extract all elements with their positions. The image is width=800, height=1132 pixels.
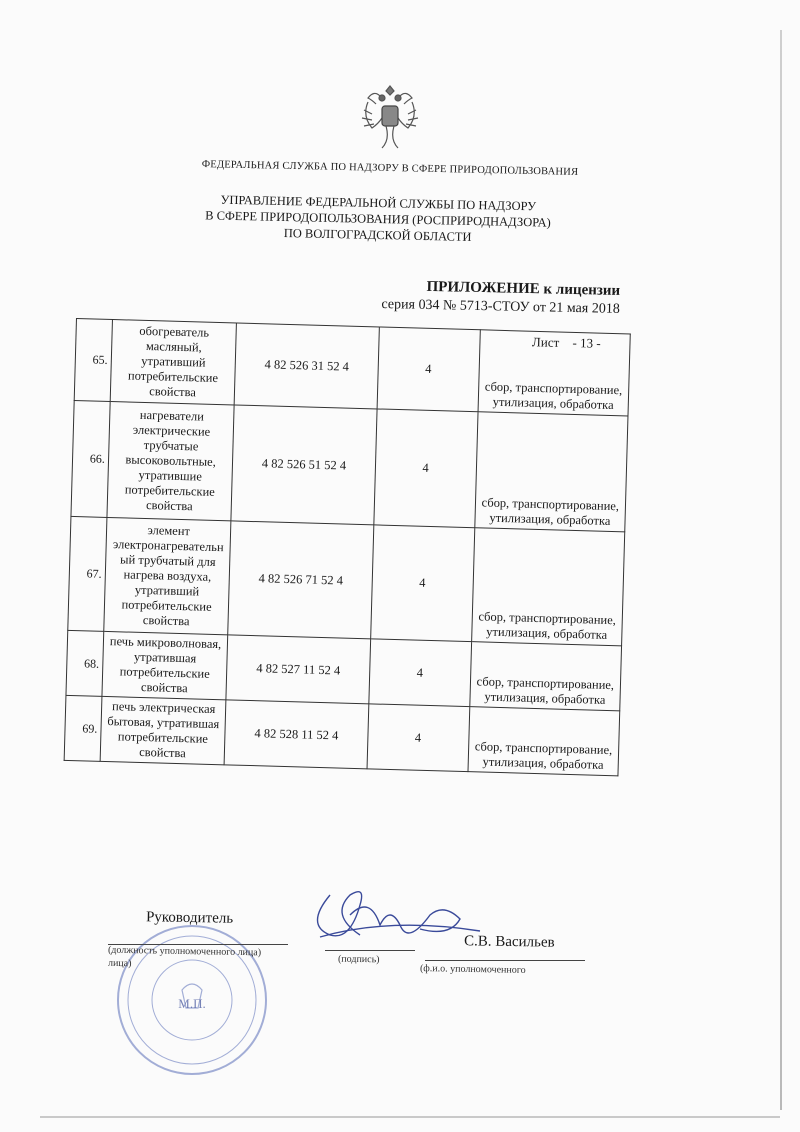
waste-code: 4 82 526 51 52 4 bbox=[231, 405, 376, 525]
activity-type: сбор, транспортирование, утилизация, обработка bbox=[471, 528, 624, 646]
signer-position: Руководитель bbox=[145, 909, 234, 927]
activity-type: сбор, транспортирование, утилизация, обработка bbox=[475, 412, 628, 532]
appendix-heading bbox=[340, 277, 621, 318]
hazard-class: 4 bbox=[377, 327, 480, 412]
seal-label: М.П. bbox=[178, 996, 206, 1011]
hazard-class: 4 bbox=[373, 409, 477, 528]
department-line: УПРАВЛЕНИЕ ФЕДЕРАЛЬНОЙ СЛУЖБЫ ПО НАДЗОРУ bbox=[220, 192, 537, 214]
table-row bbox=[74, 319, 630, 416]
waste-table bbox=[64, 318, 636, 776]
page-edge-right bbox=[780, 30, 782, 1110]
activity-type: сбор, транспортирование, утилизация, обработка bbox=[478, 330, 631, 416]
row-number: 65. bbox=[74, 319, 112, 402]
position-caption: (должность уполномоченного лица) bbox=[107, 944, 262, 959]
table-row bbox=[68, 516, 625, 645]
signature-block bbox=[100, 900, 620, 1010]
table-row bbox=[71, 400, 628, 531]
activity-type: сбор, транспортирование, утилизация, обработка bbox=[470, 642, 622, 711]
hazard-class: 4 bbox=[370, 525, 474, 642]
coat-of-arms-emblem bbox=[358, 82, 422, 152]
sheet-value: - 13 - bbox=[572, 335, 601, 351]
fio-caption: (ф.и.о. уполномоченного bbox=[419, 963, 526, 976]
hazard-class: 4 bbox=[367, 704, 470, 772]
waste-code: 4 82 526 31 52 4 bbox=[235, 323, 379, 409]
department-line: В СФЕРЕ ПРИРОДОПОЛЬЗОВАНИЯ (РОСПРИРОДНАДЗОРА) bbox=[205, 208, 551, 230]
signer-name: С.В. Васильев bbox=[463, 933, 555, 951]
waste-code: 4 82 527 11 52 4 bbox=[226, 635, 370, 704]
license-series: серия 034 № 5713-СТОУ от 21 мая 2018 bbox=[381, 296, 620, 317]
hazard-class: 4 bbox=[368, 639, 471, 707]
activity-type: сбор, транспортирование, утилизация, обработка bbox=[468, 707, 620, 776]
service-name: ФЕДЕРАЛЬНАЯ СЛУЖБА ПО НАДЗОРУ В СФЕРЕ ПРИРОДОПОЛЬЗОВАНИЯ bbox=[201, 159, 579, 178]
waste-code: 4 82 526 71 52 4 bbox=[228, 521, 373, 639]
page-edge-bottom bbox=[40, 1116, 780, 1118]
sheet-label: Лист bbox=[531, 334, 560, 350]
waste-name: элемент электронагревательн ый трубчатый для нагрева воздуха, утративший потребительские свойства bbox=[104, 517, 232, 634]
waste-name: печь электрическая бытовая, утратившая потребительские свойства bbox=[100, 696, 226, 764]
position-caption-cont: лица) bbox=[107, 957, 132, 970]
row-number: 67. bbox=[68, 516, 107, 631]
row-number: 68. bbox=[66, 630, 104, 696]
waste-code: 4 82 528 11 52 4 bbox=[225, 700, 369, 769]
department-line: ПО ВОЛГОГРАДСКОЙ ОБЛАСТИ bbox=[283, 226, 472, 244]
waste-name: нагреватели электрические трубчатые высоковольтные, утратившие потребительские свойства bbox=[107, 401, 235, 520]
appendix-title: ПРИЛОЖЕНИЕ к лицензии bbox=[426, 278, 621, 299]
waste-name: обогреватель масляный, утративший потребительские свойства bbox=[110, 320, 237, 405]
fio-line bbox=[425, 960, 585, 961]
department-name bbox=[188, 191, 569, 247]
row-number: 69. bbox=[64, 695, 102, 761]
waste-name: печь микроволновая, утратившая потребительские свойства bbox=[102, 631, 228, 699]
signature-caption: (подпись) bbox=[337, 953, 380, 966]
row-number: 66. bbox=[71, 400, 110, 517]
signature-line bbox=[325, 950, 415, 951]
